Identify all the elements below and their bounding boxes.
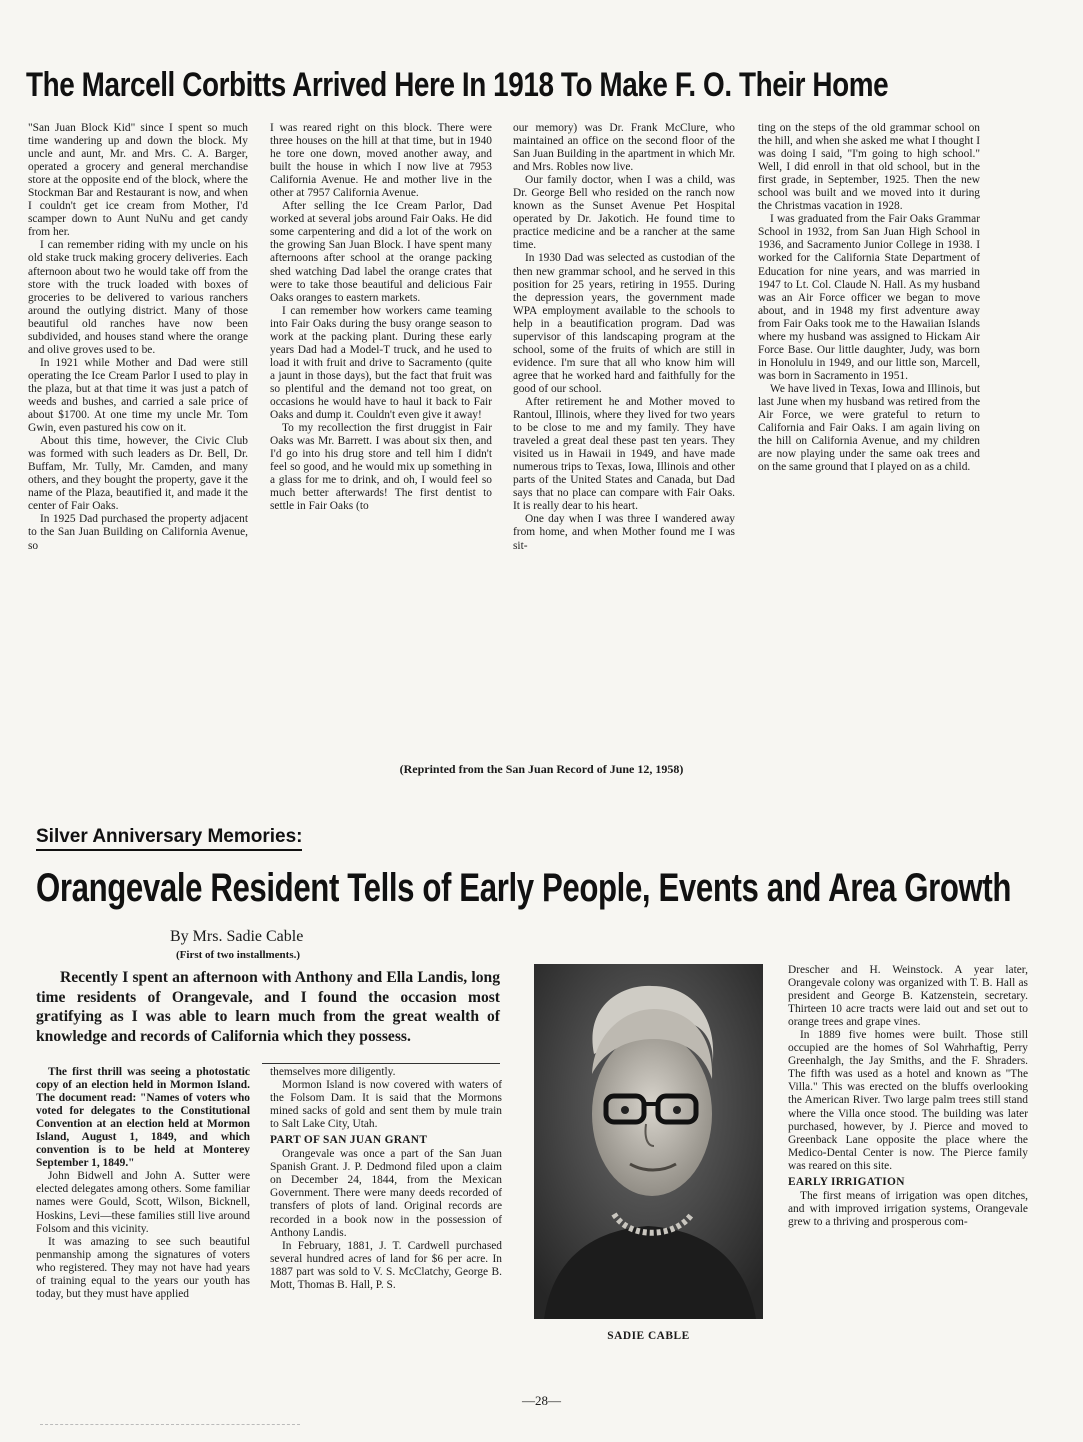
paragraph: The first thrill was seeing a photostatic copy of an election held in Mormon Island. The document read: "Names of voters who voted for delegates to the Constitutional Convention at an election held at Mormon Island, August 1, 1849, and which convention is to be held at Monterey September 1, 1849."	[36, 1066, 250, 1170]
paragraph: One day when I was three I wandered away from home, and when Mother found me I was sit-	[513, 513, 735, 552]
paragraph: To my recollection the first druggist in Fair Oaks was Mr. Barrett. I was about six then, and I'd go into his drug store and tell him I didn't feel so good, and he would mix up something in a glass for me to drink, and oh, I would feel so much better afterwards! The first dentist to settle in Fair Oaks (to	[270, 422, 492, 513]
paragraph: Drescher and H. Weinstock. A year later, Orangevale colony was organized with T. B. Hall as president and George B. Katzenstein, secretary. Thirteen 10 acre tracts were laid out and set out to orange trees and grape vines.	[788, 964, 1028, 1029]
paragraph: In 1930 Dad was selected as custodian of the then new grammar school, and he served in this position for 25 years, retiring in 1955. During the depression years, the government made WPA employment available to the schools to help in a beautification program. Dad was supervisor of this landscaping program at the school, some of the fruits of which are still in evidence. I'm sure that all who know him will agree that he worked hard and faithfully for the good of our school.	[513, 252, 735, 395]
divider	[262, 1063, 500, 1064]
paragraph: themselves more diligently.	[270, 1066, 396, 1078]
paragraph: I was reared right on this block. There were three houses on the hill at that time, but in 1940 he tore one down, moved another away, and built the house in which I now live at 7953 California Avenue. He and mother live in the other at 7957 California Avenue.	[270, 122, 492, 200]
photo-caption: SADIE CABLE	[607, 1330, 690, 1342]
paragraph: John Bidwell and John A. Sutter were elected delegates among others. Some familiar names were Gould, Scott, Wilson, Bicknell, Hoskins, Levi—these families still live around Folsom and this vicinity.	[36, 1170, 250, 1235]
portrait-photo	[534, 964, 763, 1319]
paragraph: In 1921 while Mother and Dad were still operating the Ice Cream Parlor I used to play in the plaza, but at that time it was just a patch of weeds and bushes, and carried a sale price of about $1700. At one time my uncle Mr. Tom Gwin, even pastured his cow on it.	[28, 356, 248, 435]
portrait-illustration	[534, 964, 763, 1319]
article2-column-4	[788, 964, 1028, 1374]
paragraph: About this time, however, the Civic Club was formed with such leaders as Dr. Bell, Dr. Buffam, Mr. Tully, Mr. Camden, and many others, and they bought the property, gave it the name of the Plaza, beautified it, and made it the center of Fair Oaks.	[28, 435, 248, 513]
article2-kicker: Silver Anniversary Memories:	[36, 826, 302, 851]
paragraph: After retirement he and Mother moved to Rantoul, Illinois, where they lived for two years to be close to me and my family. They have traveled a great deal these past ten years. They visited us in Hawaii in 1949, and have made numerous trips to Texas, Iowa, Illinois and other parts of the United States and Canada, but Dad says that no place can compare with Fair Oaks. It is really dear to his heart.	[513, 395, 735, 513]
article1-column-1	[28, 122, 248, 742]
article1-column-2	[270, 122, 492, 742]
article1-headline: The Marcell Corbitts Arrived Here In 1918 To Make F. O. Their Home	[26, 66, 889, 104]
paragraph: I can remember how workers came teaming into Fair Oaks during the busy orange season to work at the packing plant. During these early years Dad had a Model-T truck, and he used to load it with fruit and drive to Sacramento (quite a jaunt in those days), but the fact that fruit was so plentiful and the demand not too great, on occasions he would have to haul it back to Fair Oaks and dump it. Couldn't even give it away!	[270, 304, 492, 422]
paragraph: It was amazing to see such beautiful penmanship among the signatures of voters who registered. They may not have had years of training equal to the years our youth has today, but they must have applied	[36, 1235, 250, 1300]
paragraph: I was graduated from the Fair Oaks Grammar School in 1932, from San Juan High School in 1936, and Sacramento Junior College in 1938. I worked for the California State Department of Education for nine years, and was married in 1947 to Lt. Col. Claude N. Hall. As my husband was an Air Force officer we began to move about, and in 1948 my first adventure away from Fair Oaks took me to the Hawaiian Islands where my husband was assigned to Hickam Air Force Base. Our little daughter, Judy, was born in Honolulu in 1949, and our little son, Marcell, was born in Sacramento in 1951.	[758, 213, 980, 382]
article1-column-4	[758, 122, 980, 662]
subhead: PART OF SAN JUAN GRANT	[270, 1134, 428, 1147]
paragraph: ting on the steps of the old grammar school on the hill, and when she asked me what I thought I was doing I said, "I'm going to high school." Well, I did enroll in that old school, but in the first grade, in September, 1925. Then the new school was built and we moved into it during the Christmas vacation in 1928.	[758, 122, 980, 213]
article2-lede: Recently I spent an afternoon with Anthony and Ella Landis, long time residents of Orangevale, and I found the occasion most gratifying as I was able to learn much from the great wealth of knowledge and records of California which they possess.	[36, 969, 500, 1045]
paragraph: our memory) was Dr. Frank McClure, who maintained an office on the second floor of the San Juan Building in the apartment in which Mr. and Mrs. Robles now live.	[513, 122, 735, 174]
paragraph: In 1889 five homes were built. Those still occupied are the homes of Sol Wahrhaftig, Perry Greenhalgh, the Jay Smiths, and the F. Shraders. The fifth was used as a hotel and known as "The Villa." This was erected on the bluffs overlooking the American River. Two large palm trees still stand where the Villa once stood. The building was later purchased, however, by J. Pierce and moved to Greenback Lane opposite the place where the Medico-Dental Center is now. The Pierce family was reared on this site.	[788, 1029, 1028, 1172]
paragraph: "San Juan Block Kid" since I spent so much time wandering up and down the block. My uncle and aunt, Mr. and Mrs. C. A. Barger, operated a grocery and general merchandise store at the opposite end of the block, where the Stockman Bar and Restaurant is now, and when I couldn't get ice cream from Mother, I'd scamper down to Aunt NuNu and get candy from her.	[28, 122, 248, 239]
installment-note: (First of two installments.)	[176, 949, 301, 961]
byline: By Mrs. Sadie Cable	[170, 928, 304, 945]
paragraph: I can remember riding with my uncle on his old stake truck making grocery deliveries. Each afternoon about two he would take off from the store with the truck loaded with boxes of groceries to be delivered to various ranchers around the outlying district. Many of those beautiful old ranches have now been subdivided, and houses stand where the orange and olive groves used to be.	[28, 239, 248, 356]
article1-column-3	[513, 122, 735, 742]
paragraph: Orangevale was once a part of the San Juan Spanish Grant. J. P. Dedmond filed upon a claim on December 24, 1844, from the Mexican Government. There were many deeds recorded of transfers of plots of land. Original records are recorded in a book now in the possession of Anthony Landis.	[270, 1148, 502, 1239]
paragraph: Our family doctor, when I was a child, was Dr. George Bell who resided on the ranch now known as the Sunset Avenue Pet Hospital operated by Dr. Jakotich. He found time to practice medicine and be a rancher at the same time.	[513, 174, 735, 252]
subhead: EARLY IRRIGATION	[788, 1175, 905, 1188]
article2-column-1	[36, 1066, 250, 1366]
paragraph: After selling the Ice Cream Parlor, Dad worked at several jobs around Fair Oaks. He did some carpentering and did a lot of the work on the growing San Juan Block. I have spent many afternoons after school at the orange packing shed watching Dad label the orange crates that were to take those beautiful and delicious Fair Oaks oranges to eastern markets.	[270, 200, 492, 304]
paragraph: We have lived in Texas, Iowa and Illinois, but last June when my husband was retired from the Air Force, we were grateful to return to California and Fair Oaks. I am again living on the hill on California Avenue, and my children are now playing under the same oak trees and on the same ground that I played on as a child.	[758, 382, 980, 474]
article2-column-2	[270, 1066, 502, 1366]
paragraph: In February, 1881, J. T. Cardwell purchased several hundred acres of land for $6 per acre. In 1887 part was sold to V. S. McClatchy, George B. Mott, Thomas B. Hall, P. S.	[270, 1239, 502, 1291]
paragraph: Mormon Island is now covered with waters of the Folsom Dam. It is said that the Mormons mined sacks of gold and sent them by mule train to Salt Lake City, Utah.	[270, 1079, 502, 1131]
paragraph: In 1925 Dad purchased the property adjacent to the San Juan Building on California Avenue, so	[28, 513, 248, 552]
scan-artifact	[40, 1424, 300, 1425]
page-number: —28—	[522, 1393, 561, 1408]
article2-headline: Orangevale Resident Tells of Early People, Events and Area Growth	[36, 866, 1012, 910]
paragraph: The first means of irrigation was open ditches, and with improved irrigation systems, Orangevale grew to a thriving and prosperous com-	[788, 1189, 1028, 1228]
reprint-note: (Reprinted from the San Juan Record of June 12, 1958)	[399, 762, 684, 776]
